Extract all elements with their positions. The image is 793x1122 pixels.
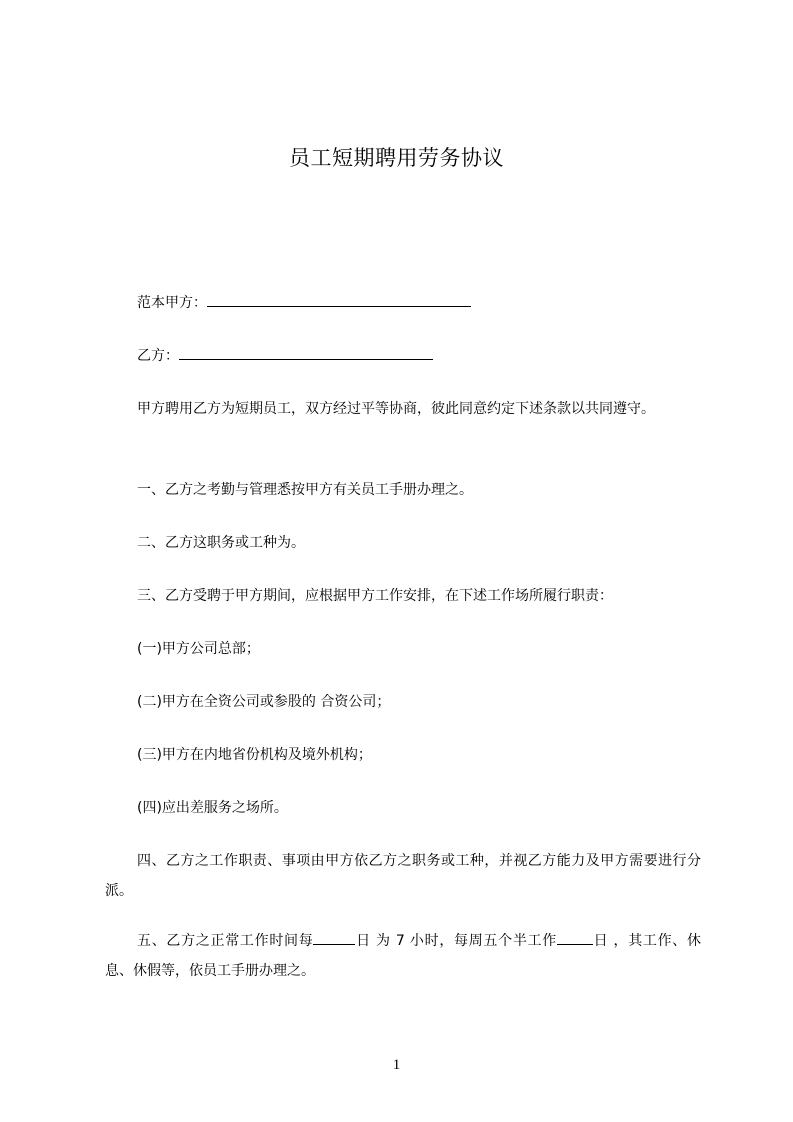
clause-5 xyxy=(105,926,701,986)
page-title: 员工短期聘用劳务协议 xyxy=(289,146,504,170)
clause-5-part-2: 日 为 7 小时，每周五个半工作 xyxy=(355,933,557,949)
clause-4: 四、乙方之工作职责、事项由甲方依乙方之职务或工种，并视乙方能力及甲方需要进行分派。 xyxy=(105,853,701,899)
party-a-line xyxy=(137,293,471,312)
party-b-blank xyxy=(179,346,433,360)
working-days-blank xyxy=(313,931,355,945)
list-item-2: (二)甲方在全资公司或参股的 合资公司； xyxy=(137,694,391,710)
clause-5-part-3: 日 ，其工作、休息、休假等，依员工手册办理之。 xyxy=(105,933,702,979)
party-a-label: 范本甲方： xyxy=(137,295,207,311)
party-b-line xyxy=(137,346,433,365)
list-item-4: (四)应出差服务之场所。 xyxy=(137,800,288,816)
clause-2: 二、乙方这职务或工种为。 xyxy=(137,535,305,551)
intro-paragraph: 甲方聘用乙方为短期员工，双方经过平等协商，彼此同意约定下述条款以共同遵守。 xyxy=(137,401,655,417)
clause-5-part-1: 五、乙方之正常工作时间每 xyxy=(137,933,314,949)
party-b-label: 乙方： xyxy=(137,348,179,364)
list-item-3: (三)甲方在内地省份机构及境外机构； xyxy=(137,747,372,763)
weekly-days-blank xyxy=(557,931,593,945)
page-number: 1 xyxy=(392,1057,401,1073)
clause-1: 一、乙方之考勤与管理悉按甲方有关员工手册办理之。 xyxy=(137,482,473,498)
clause-3: 三、乙方受聘于甲方期间，应根据甲方工作安排，在下述工作场所履行职责： xyxy=(137,588,613,604)
list-item-1: (一)甲方公司总部； xyxy=(137,641,260,657)
party-a-blank xyxy=(207,293,471,307)
